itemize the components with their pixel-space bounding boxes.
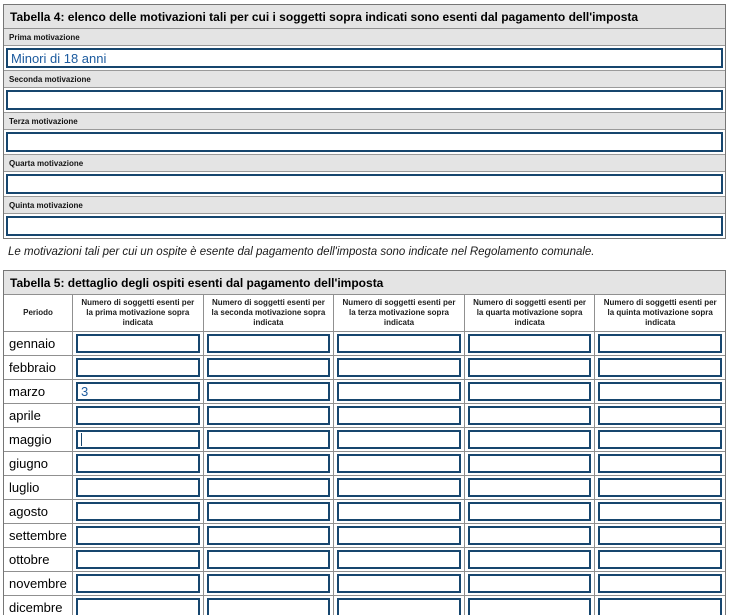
motivation-label: Quinta motivazione	[4, 196, 725, 214]
exempt-count-input[interactable]	[337, 406, 461, 425]
count-cell	[203, 379, 334, 403]
exempt-count-input[interactable]	[76, 358, 200, 377]
motivation-input-row	[4, 46, 725, 70]
count-cell	[333, 571, 464, 595]
exempt-count-input[interactable]	[468, 478, 592, 497]
exempt-count-input[interactable]	[76, 430, 200, 449]
count-cell	[594, 523, 725, 547]
exempt-count-input[interactable]	[598, 526, 722, 545]
exempt-count-input[interactable]	[468, 502, 592, 521]
exempt-count-input[interactable]	[468, 574, 592, 593]
count-cell	[333, 379, 464, 403]
exempt-count-input[interactable]	[598, 574, 722, 593]
exempt-count-input[interactable]	[337, 454, 461, 473]
exempt-count-input[interactable]	[337, 358, 461, 377]
count-cell	[203, 523, 334, 547]
motivation-label: Terza motivazione	[4, 112, 725, 130]
exempt-count-input[interactable]	[468, 358, 592, 377]
exempt-count-input[interactable]	[598, 334, 722, 353]
column-header-fifth-motivation: Numero di soggetti esenti per la quinta motivazione sopra indicata	[594, 295, 725, 331]
count-cell	[464, 499, 595, 523]
exempt-count-input[interactable]	[207, 502, 331, 521]
exempt-count-input[interactable]	[207, 598, 331, 615]
table5-grid	[4, 295, 725, 615]
exempt-count-input[interactable]	[76, 526, 200, 545]
exempt-count-input[interactable]	[468, 598, 592, 615]
motivation-input[interactable]	[6, 90, 723, 110]
count-cell	[594, 379, 725, 403]
count-cell	[72, 331, 203, 355]
count-cell	[203, 355, 334, 379]
count-cell	[594, 571, 725, 595]
count-cell	[464, 379, 595, 403]
count-cell	[333, 403, 464, 427]
count-cell	[72, 355, 203, 379]
exempt-count-input[interactable]	[337, 502, 461, 521]
motivation-input-row	[4, 172, 725, 196]
motivation-input[interactable]	[6, 132, 723, 152]
exempt-count-input[interactable]	[76, 334, 200, 353]
count-cell	[594, 427, 725, 451]
count-cell	[72, 571, 203, 595]
column-header-periodo: Periodo	[4, 295, 72, 331]
table4-title: Tabella 4: elenco delle motivazioni tali per cui i soggetti sopra indicati sono esenti dal pagamento dell'imposta	[4, 5, 725, 29]
exempt-count-input[interactable]	[468, 430, 592, 449]
regulation-note: Le motivazioni tali per cui un ospite è esente dal pagamento dell'imposta sono indicate nel Regolamento comunale.	[8, 246, 595, 258]
count-cell	[333, 427, 464, 451]
motivation-label: Quarta motivazione	[4, 154, 725, 172]
count-cell	[464, 331, 595, 355]
column-header-fourth-motivation: Numero di soggetti esenti per la quarta motivazione sopra indicata	[464, 295, 595, 331]
count-cell	[333, 595, 464, 615]
month-label: aprile	[4, 403, 72, 427]
motivation-label: Prima motivazione	[4, 29, 725, 46]
count-cell	[333, 547, 464, 571]
motivation-input-row	[4, 214, 725, 238]
column-header-second-motivation: Numero di soggetti esenti per la seconda motivazione sopra indicata	[203, 295, 334, 331]
exempt-count-input[interactable]	[76, 574, 200, 593]
exempt-count-input[interactable]	[468, 526, 592, 545]
count-cell	[72, 547, 203, 571]
count-cell	[333, 331, 464, 355]
exempt-count-input[interactable]	[468, 550, 592, 569]
exempt-count-input[interactable]	[468, 406, 592, 425]
count-cell	[203, 331, 334, 355]
count-cell	[72, 451, 203, 475]
exempt-count-input[interactable]	[598, 382, 722, 401]
count-cell	[464, 523, 595, 547]
month-label: ottobre	[4, 547, 72, 571]
exempt-count-input[interactable]	[468, 334, 592, 353]
exempt-count-input[interactable]	[76, 550, 200, 569]
count-cell	[72, 499, 203, 523]
exempt-count-input[interactable]	[468, 382, 592, 401]
motivation-field	[4, 29, 725, 70]
count-cell	[464, 475, 595, 499]
motivation-field	[4, 70, 725, 112]
count-cell	[594, 331, 725, 355]
exempt-count-input[interactable]	[468, 454, 592, 473]
exempt-count-input[interactable]	[337, 550, 461, 569]
exempt-count-input[interactable]	[76, 382, 200, 401]
count-cell	[203, 451, 334, 475]
count-cell	[594, 403, 725, 427]
count-cell	[333, 451, 464, 475]
exempt-count-input[interactable]	[337, 526, 461, 545]
count-cell	[464, 427, 595, 451]
exempt-count-input[interactable]	[598, 406, 722, 425]
exempt-count-input[interactable]	[207, 454, 331, 473]
motivation-input[interactable]	[6, 48, 723, 68]
count-cell	[594, 547, 725, 571]
exempt-count-input[interactable]	[598, 430, 722, 449]
count-cell	[333, 475, 464, 499]
exempt-count-input[interactable]	[337, 478, 461, 497]
count-cell	[203, 499, 334, 523]
count-cell	[203, 571, 334, 595]
month-label: novembre	[4, 571, 72, 595]
exempt-count-input[interactable]	[207, 550, 331, 569]
count-cell	[203, 595, 334, 615]
month-label: luglio	[4, 475, 72, 499]
exempt-count-input[interactable]	[207, 334, 331, 353]
motivation-field	[4, 154, 725, 196]
exempt-count-input[interactable]	[76, 502, 200, 521]
count-cell	[333, 499, 464, 523]
count-cell	[203, 547, 334, 571]
exempt-count-input[interactable]	[207, 382, 331, 401]
table4-fields	[4, 29, 725, 238]
count-cell	[594, 355, 725, 379]
table4-motivations	[3, 4, 726, 239]
count-cell	[594, 475, 725, 499]
month-label: marzo	[4, 379, 72, 403]
exempt-count-input[interactable]	[76, 406, 200, 425]
count-cell	[333, 355, 464, 379]
exempt-count-input[interactable]	[76, 598, 200, 615]
motivation-input[interactable]	[6, 174, 723, 194]
exempt-count-input[interactable]	[598, 550, 722, 569]
count-cell	[594, 595, 725, 615]
month-label: maggio	[4, 427, 72, 451]
exempt-count-input[interactable]	[337, 382, 461, 401]
count-cell	[464, 547, 595, 571]
motivation-field	[4, 196, 725, 238]
exempt-count-input[interactable]	[337, 334, 461, 353]
exempt-count-input[interactable]	[598, 358, 722, 377]
count-cell	[72, 595, 203, 615]
count-cell	[464, 355, 595, 379]
exempt-count-input[interactable]	[598, 478, 722, 497]
count-cell	[203, 427, 334, 451]
column-header-third-motivation: Numero di soggetti esenti per la terza motivazione sopra indicata	[333, 295, 464, 331]
count-cell	[203, 403, 334, 427]
motivation-input-row	[4, 130, 725, 154]
month-label: gennaio	[4, 331, 72, 355]
exempt-count-input[interactable]	[207, 406, 331, 425]
exempt-count-input[interactable]	[337, 574, 461, 593]
count-cell	[594, 451, 725, 475]
count-cell	[333, 523, 464, 547]
exempt-count-input[interactable]	[207, 430, 331, 449]
exempt-count-input[interactable]	[598, 598, 722, 615]
exempt-count-input[interactable]	[76, 454, 200, 473]
motivation-label: Seconda motivazione	[4, 70, 725, 88]
count-cell	[464, 451, 595, 475]
count-cell	[72, 523, 203, 547]
column-header-first-motivation: Numero di soggetti esenti per la prima motivazione sopra indicata	[72, 295, 203, 331]
month-label: settembre	[4, 523, 72, 547]
month-label: agosto	[4, 499, 72, 523]
count-cell	[203, 475, 334, 499]
month-label: dicembre	[4, 595, 72, 615]
month-label: giugno	[4, 451, 72, 475]
exempt-count-input[interactable]	[598, 454, 722, 473]
table5-exempt-guests	[3, 270, 726, 615]
table5-title: Tabella 5: dettaglio degli ospiti esenti dal pagamento dell'imposta	[4, 271, 725, 295]
exempt-count-input[interactable]	[337, 430, 461, 449]
count-cell	[72, 427, 203, 451]
exempt-count-input[interactable]	[207, 574, 331, 593]
count-cell	[72, 379, 203, 403]
exempt-count-input[interactable]	[207, 358, 331, 377]
motivation-input-row	[4, 88, 725, 112]
motivation-input[interactable]	[6, 216, 723, 236]
exempt-count-input[interactable]	[337, 598, 461, 615]
count-cell	[464, 571, 595, 595]
count-cell	[72, 403, 203, 427]
month-label: febbraio	[4, 355, 72, 379]
exempt-count-input[interactable]	[76, 478, 200, 497]
count-cell	[464, 403, 595, 427]
exempt-count-input[interactable]	[207, 478, 331, 497]
count-cell	[464, 595, 595, 615]
count-cell	[72, 475, 203, 499]
exempt-count-input[interactable]	[207, 526, 331, 545]
exempt-count-input[interactable]	[598, 502, 722, 521]
motivation-field	[4, 112, 725, 154]
count-cell	[594, 499, 725, 523]
